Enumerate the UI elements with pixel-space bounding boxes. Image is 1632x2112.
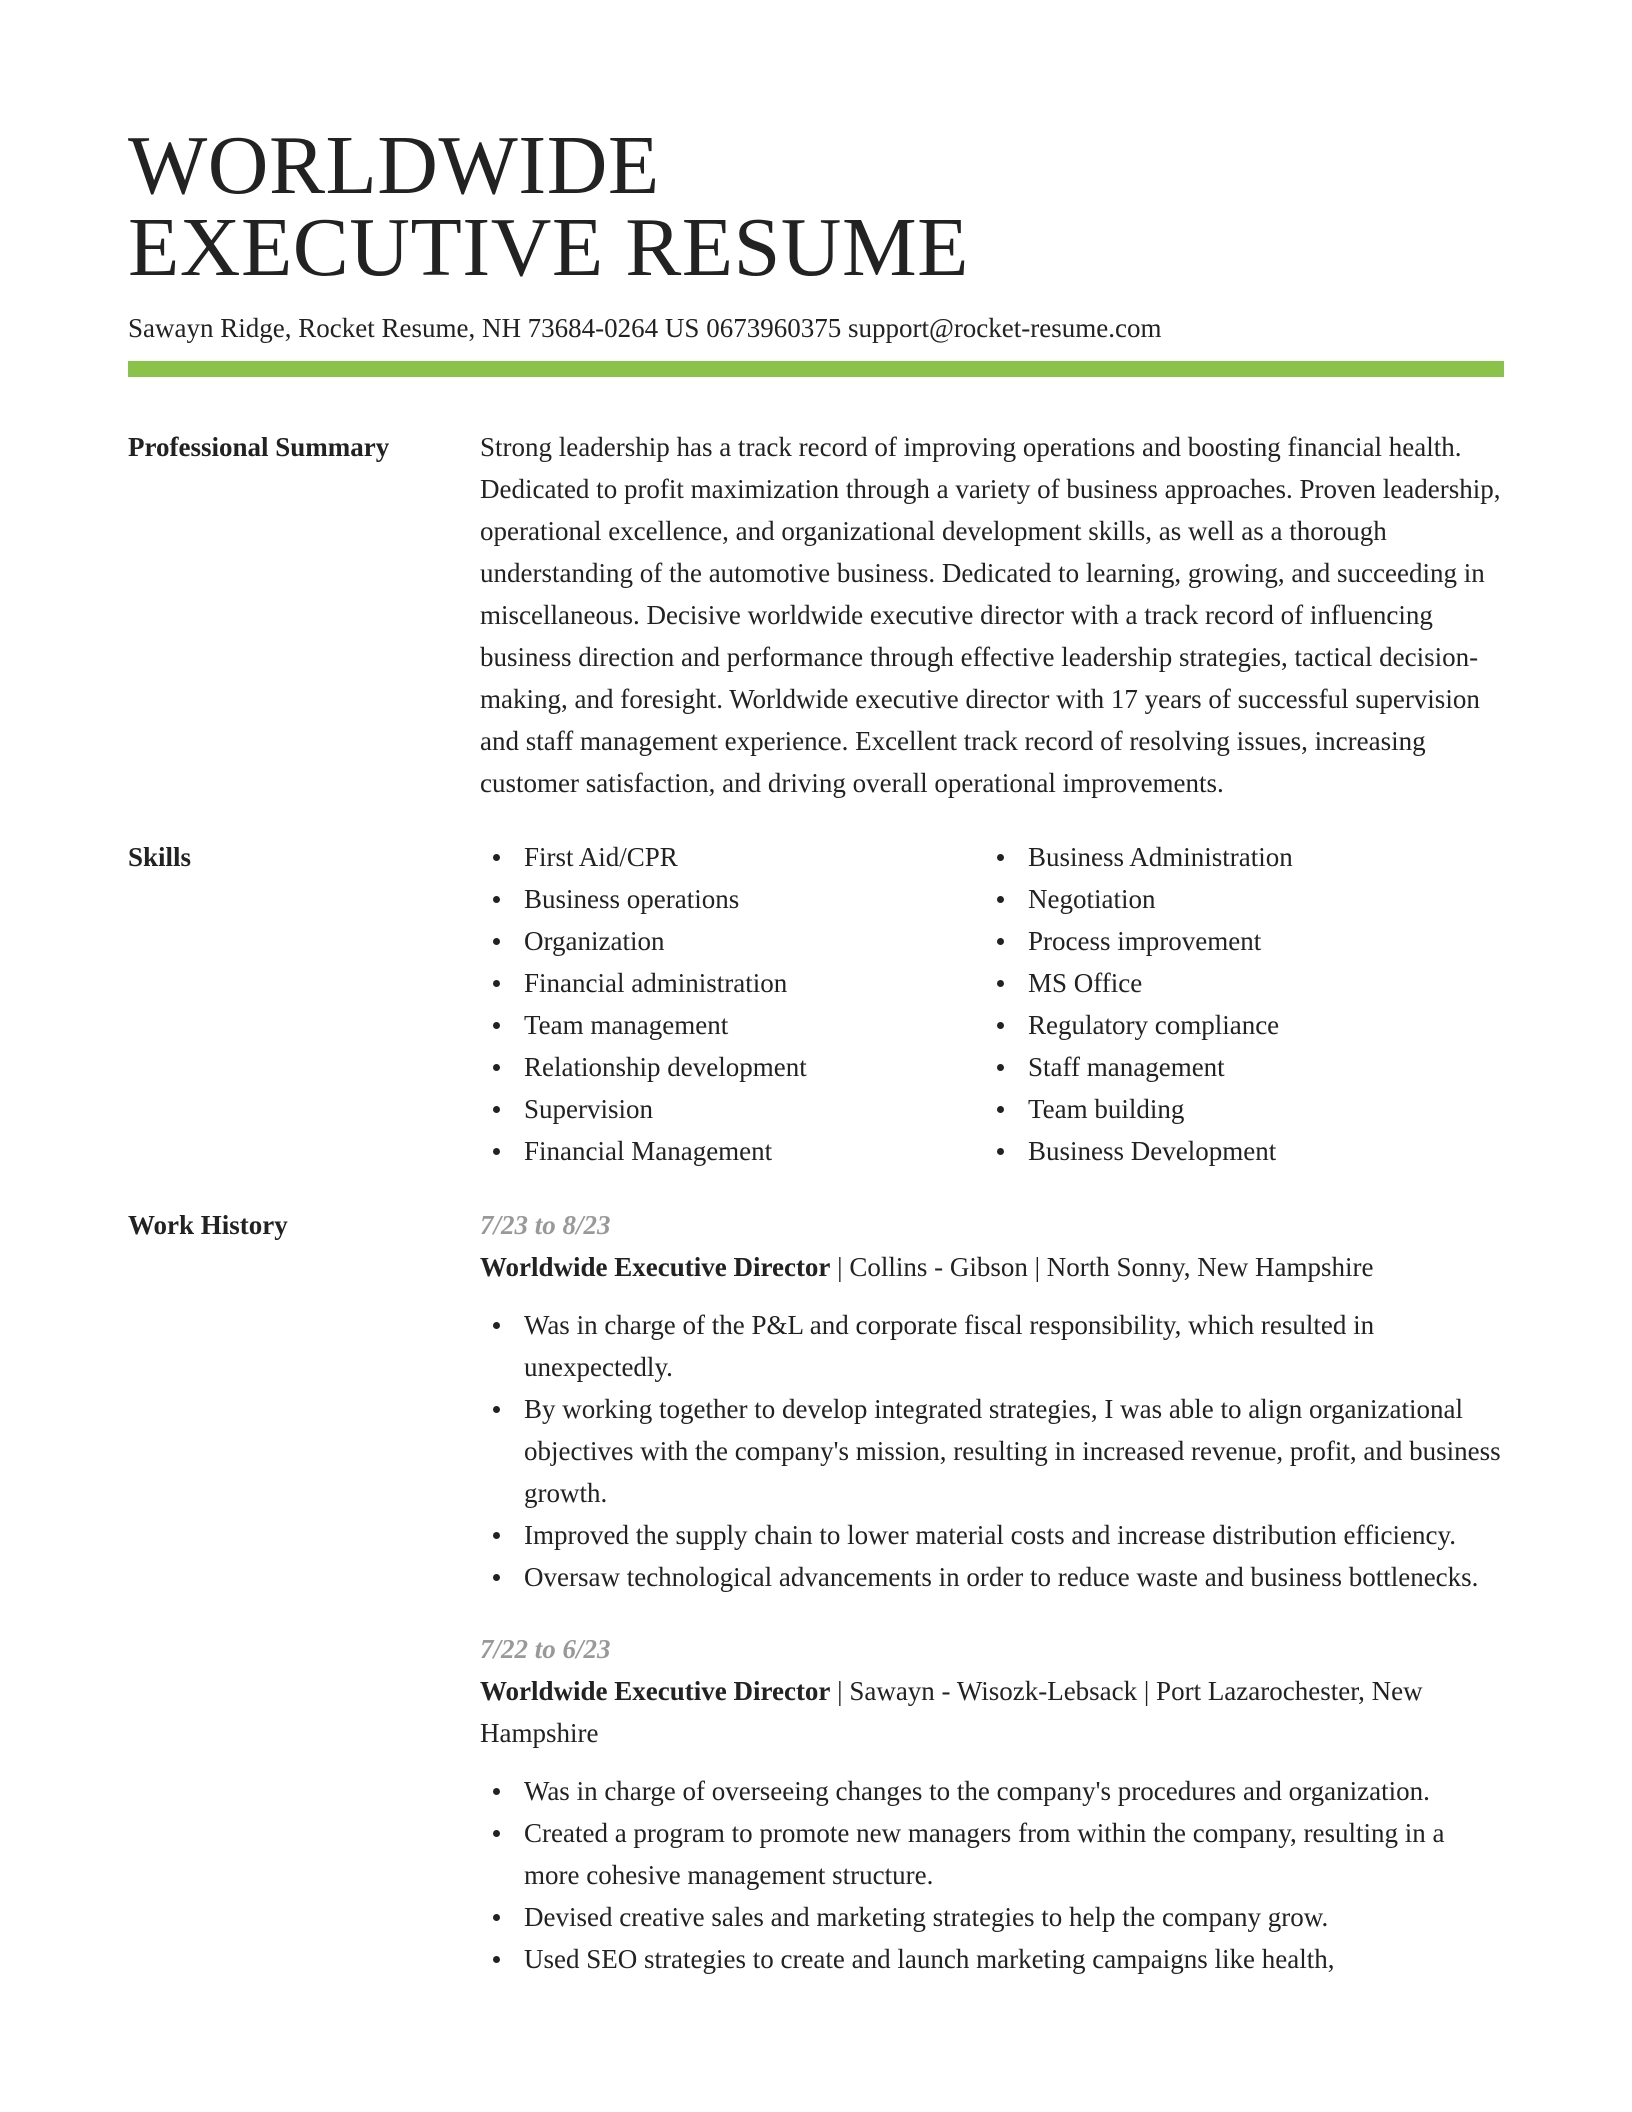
skill-item: Business Administration xyxy=(984,836,1293,878)
skill-item: Business Development xyxy=(984,1130,1293,1172)
job-bullets xyxy=(480,1770,1504,1980)
work-history-section xyxy=(128,1204,1504,1980)
job-entry xyxy=(480,1628,1504,1980)
skills-list-right xyxy=(984,836,1293,1172)
job-bullets xyxy=(480,1304,1504,1598)
skill-item: Relationship development xyxy=(480,1046,984,1088)
job-bullet: Was in charge of overseeing changes to the company's procedures and organization. xyxy=(480,1770,1504,1812)
job-heading xyxy=(480,1670,1504,1754)
skill-item: First Aid/CPR xyxy=(480,836,984,878)
job-bullet: Was in charge of the P&L and corporate fiscal responsibility, which resulted in unexpectedly. xyxy=(480,1304,1504,1388)
job-title: Worldwide Executive Director xyxy=(480,1676,831,1706)
summary-text: Strong leadership has a track record of improving operations and boosting financial health. Dedicated to profit maximization through a variety of business approaches. Proven leadership, operational excellence, and organizational development skills, as well as a thorough understanding of the automotive business. Dedicated to learning, growing, and succeeding in miscellaneous. Decisive worldwide executive director with a track record of influencing business direction and performance through effective leadership strategies, tactical decision-making, and foresight. Worldwide executive director with 17 years of successful supervision and staff management experience. Excellent track record of resolving issues, increasing customer satisfaction, and driving overall operational improvements. xyxy=(480,432,1501,798)
skill-item: Supervision xyxy=(480,1088,984,1130)
contact-address: Sawayn Ridge, Rocket Resume, NH 73684-0264 US xyxy=(128,313,700,343)
resume-page xyxy=(128,119,1504,1980)
job-bullet: Oversaw technological advancements in order to reduce waste and business bottlenecks. xyxy=(480,1556,1504,1598)
job-bullet: By working together to develop integrated strategies, I was able to align organizational objectives with the company's mission, resulting in increased revenue, profit, and business growth. xyxy=(480,1388,1504,1514)
job-company-location: | Collins - Gibson | North Sonny, New Hampshire xyxy=(830,1252,1374,1282)
section-title-skills: Skills xyxy=(128,842,192,872)
skill-item: Team building xyxy=(984,1088,1293,1130)
job-list xyxy=(480,1204,1504,1980)
section-title-professional-summary: Professional Summary xyxy=(128,432,390,462)
skill-item: Team management xyxy=(480,1004,984,1046)
job-heading xyxy=(480,1246,1504,1288)
skill-item: Financial Management xyxy=(480,1130,984,1172)
skill-item: Business operations xyxy=(480,878,984,920)
skill-item: Negotiation xyxy=(984,878,1293,920)
job-bullet: Used SEO strategies to create and launch marketing campaigns like health, xyxy=(480,1938,1504,1980)
skill-item: Process improvement xyxy=(984,920,1293,962)
contact-phone: 0673960375 xyxy=(706,313,842,343)
section-title-work-history: Work History xyxy=(128,1210,288,1240)
job-bullet: Improved the supply chain to lower material costs and increase distribution efficiency. xyxy=(480,1514,1504,1556)
skills-columns xyxy=(480,836,1504,1172)
skills-list-left xyxy=(480,836,984,1172)
job-entry xyxy=(480,1204,1504,1598)
job-company-location: | Sawayn - Wisozk-Lebsack | Port Lazarochester, New Hampshire xyxy=(480,1676,1423,1748)
job-bullet: Devised creative sales and marketing strategies to help the company grow. xyxy=(480,1896,1504,1938)
skills-section xyxy=(128,836,1504,1172)
job-dates: 7/22 to 6/23 xyxy=(480,1634,611,1664)
resume-title xyxy=(128,119,1504,294)
skill-item: Financial administration xyxy=(480,962,984,1004)
job-title: Worldwide Executive Director xyxy=(480,1252,831,1282)
skill-item: Regulatory compliance xyxy=(984,1004,1293,1046)
contact-line xyxy=(128,311,1504,345)
contact-email: support@rocket-resume.com xyxy=(847,313,1162,343)
resume-title-line-1: WORLDWIDE xyxy=(128,119,660,212)
professional-summary-section xyxy=(128,426,1504,804)
job-bullet: Created a program to promote new managers from within the company, resulting in a more cohesive management structure. xyxy=(480,1812,1504,1896)
job-dates: 7/23 to 8/23 xyxy=(480,1210,611,1240)
header-divider xyxy=(128,361,1504,377)
skill-item: Organization xyxy=(480,920,984,962)
resume-title-line-2: EXECUTIVE RESUME xyxy=(128,201,969,294)
skill-item: MS Office xyxy=(984,962,1293,1004)
skill-item: Staff management xyxy=(984,1046,1293,1088)
